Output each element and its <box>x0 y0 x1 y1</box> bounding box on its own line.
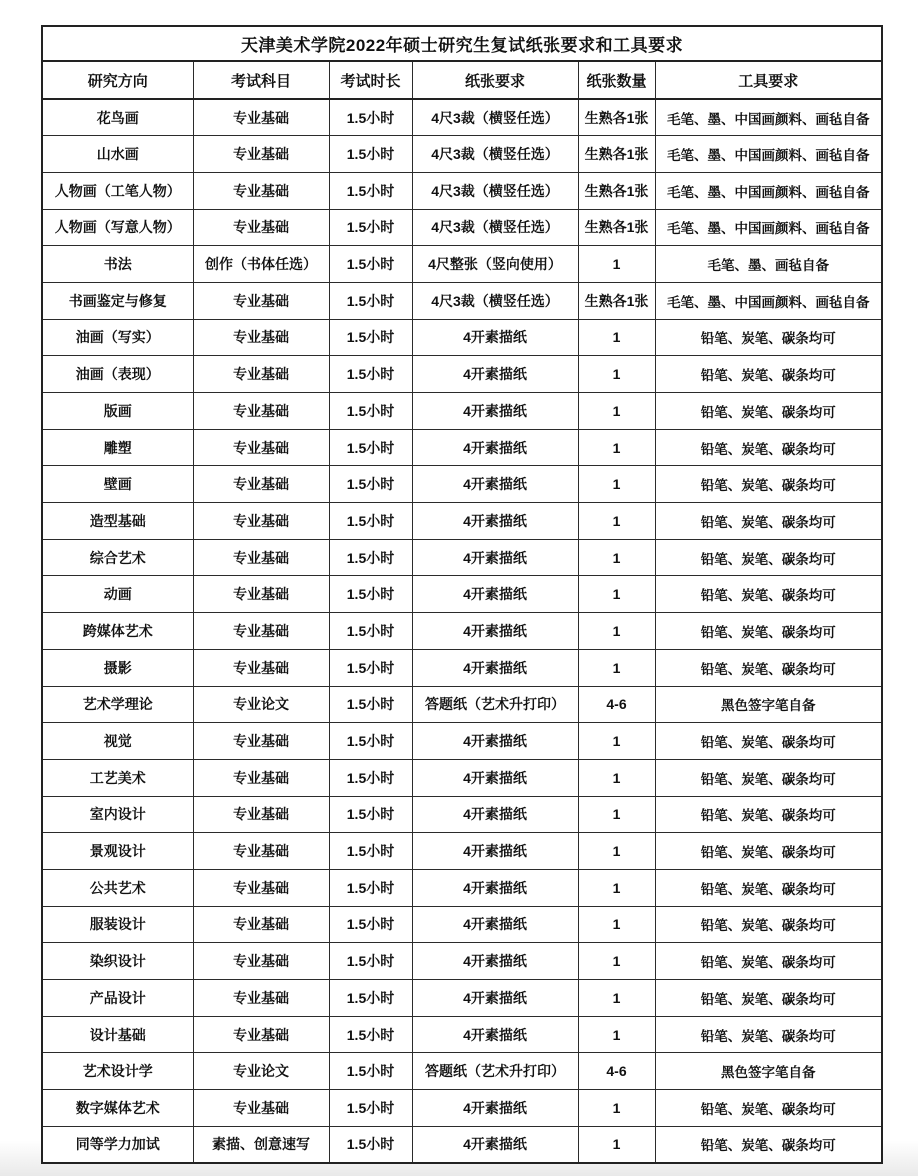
cell-exam-subject: 专业基础 <box>193 723 329 760</box>
cell-tool-requirement: 铅笔、炭笔、碳条均可 <box>655 906 882 943</box>
cell-tool-requirement: 铅笔、炭笔、碳条均可 <box>655 980 882 1017</box>
cell-exam-duration: 1.5小时 <box>329 723 412 760</box>
cell-tool-requirement: 铅笔、炭笔、碳条均可 <box>655 539 882 576</box>
table-row <box>42 686 882 723</box>
cell-paper-requirement: 4开素描纸 <box>412 356 578 393</box>
cell-exam-duration: 1.5小时 <box>329 613 412 650</box>
cell-paper-requirement: 4开素描纸 <box>412 796 578 833</box>
cell-paper-requirement: 4开素描纸 <box>412 833 578 870</box>
cell-paper-quantity: 1 <box>578 246 655 283</box>
cell-paper-requirement: 4开素描纸 <box>412 723 578 760</box>
cell-research-direction: 油画（写实） <box>42 319 193 356</box>
cell-tool-requirement: 铅笔、炭笔、碳条均可 <box>655 1016 882 1053</box>
cell-research-direction: 人物画（工笔人物） <box>42 172 193 209</box>
table-row <box>42 136 882 173</box>
cell-exam-duration: 1.5小时 <box>329 356 412 393</box>
cell-exam-duration: 1.5小时 <box>329 539 412 576</box>
cell-paper-quantity: 1 <box>578 503 655 540</box>
table-row <box>42 613 882 650</box>
cell-exam-duration: 1.5小时 <box>329 576 412 613</box>
cell-paper-requirement: 4开素描纸 <box>412 503 578 540</box>
cell-exam-subject: 专业基础 <box>193 136 329 173</box>
cell-paper-quantity: 1 <box>578 429 655 466</box>
cell-exam-subject: 专业基础 <box>193 943 329 980</box>
cell-exam-duration: 1.5小时 <box>329 429 412 466</box>
cell-paper-requirement: 4开素描纸 <box>412 649 578 686</box>
cell-paper-requirement: 4开素描纸 <box>412 466 578 503</box>
cell-research-direction: 综合艺术 <box>42 539 193 576</box>
table-header-row <box>42 61 882 99</box>
cell-exam-subject: 专业基础 <box>193 1016 329 1053</box>
cell-exam-duration: 1.5小时 <box>329 980 412 1017</box>
cell-paper-requirement: 4开素描纸 <box>412 613 578 650</box>
cell-exam-duration: 1.5小时 <box>329 1090 412 1127</box>
cell-paper-requirement: 4尺整张（竖向使用） <box>412 246 578 283</box>
cell-research-direction: 油画（表现） <box>42 356 193 393</box>
cell-research-direction: 数字媒体艺术 <box>42 1090 193 1127</box>
table-title: 天津美术学院2022年硕士研究生复试纸张要求和工具要求 <box>42 26 882 61</box>
cell-paper-quantity: 1 <box>578 576 655 613</box>
cell-paper-quantity: 生熟各1张 <box>578 282 655 319</box>
cell-research-direction: 造型基础 <box>42 503 193 540</box>
cell-paper-quantity: 1 <box>578 723 655 760</box>
cell-paper-requirement: 4开素描纸 <box>412 429 578 466</box>
table-row <box>42 539 882 576</box>
cell-exam-subject: 专业基础 <box>193 539 329 576</box>
cell-research-direction: 书法 <box>42 246 193 283</box>
table-row <box>42 869 882 906</box>
table-row <box>42 833 882 870</box>
cell-exam-subject: 专业论文 <box>193 686 329 723</box>
column-header-exam-duration: 考试时长 <box>329 61 412 99</box>
cell-tool-requirement: 铅笔、炭笔、碳条均可 <box>655 833 882 870</box>
table-row <box>42 466 882 503</box>
cell-exam-subject: 素描、创意速写 <box>193 1126 329 1163</box>
cell-exam-duration: 1.5小时 <box>329 209 412 246</box>
cell-exam-duration: 1.5小时 <box>329 319 412 356</box>
table-row <box>42 319 882 356</box>
cell-paper-quantity: 生熟各1张 <box>578 209 655 246</box>
column-header-tool-requirement: 工具要求 <box>655 61 882 99</box>
cell-tool-requirement: 铅笔、炭笔、碳条均可 <box>655 429 882 466</box>
cell-paper-quantity: 1 <box>578 980 655 1017</box>
cell-research-direction: 动画 <box>42 576 193 613</box>
cell-research-direction: 景观设计 <box>42 833 193 870</box>
cell-tool-requirement: 铅笔、炭笔、碳条均可 <box>655 723 882 760</box>
cell-paper-requirement: 4开素描纸 <box>412 393 578 430</box>
cell-exam-subject: 专业基础 <box>193 906 329 943</box>
cell-paper-requirement: 4尺3裁（横竖任选） <box>412 172 578 209</box>
cell-research-direction: 书画鉴定与修复 <box>42 282 193 319</box>
cell-tool-requirement: 毛笔、墨、中国画颜料、画毡自备 <box>655 172 882 209</box>
cell-paper-requirement: 4开素描纸 <box>412 943 578 980</box>
table-row <box>42 356 882 393</box>
cell-paper-quantity: 生熟各1张 <box>578 136 655 173</box>
table-row <box>42 723 882 760</box>
cell-paper-requirement: 4尺3裁（横竖任选） <box>412 209 578 246</box>
cell-paper-quantity: 1 <box>578 759 655 796</box>
cell-paper-requirement: 4开素描纸 <box>412 539 578 576</box>
table-row <box>42 503 882 540</box>
cell-research-direction: 山水画 <box>42 136 193 173</box>
cell-exam-subject: 专业基础 <box>193 209 329 246</box>
cell-exam-subject: 专业基础 <box>193 282 329 319</box>
cell-exam-subject: 专业基础 <box>193 649 329 686</box>
table-row <box>42 393 882 430</box>
cell-paper-requirement: 4尺3裁（横竖任选） <box>412 136 578 173</box>
cell-paper-quantity: 1 <box>578 613 655 650</box>
table-row <box>42 980 882 1017</box>
cell-tool-requirement: 铅笔、炭笔、碳条均可 <box>655 613 882 650</box>
cell-tool-requirement: 毛笔、墨、中国画颜料、画毡自备 <box>655 282 882 319</box>
table-body <box>42 26 882 1163</box>
cell-research-direction: 壁画 <box>42 466 193 503</box>
cell-tool-requirement: 铅笔、炭笔、碳条均可 <box>655 1126 882 1163</box>
cell-paper-quantity: 4-6 <box>578 1053 655 1090</box>
cell-research-direction: 服装设计 <box>42 906 193 943</box>
cell-research-direction: 花鸟画 <box>42 99 193 136</box>
cell-tool-requirement: 铅笔、炭笔、碳条均可 <box>655 319 882 356</box>
cell-tool-requirement: 铅笔、炭笔、碳条均可 <box>655 503 882 540</box>
cell-tool-requirement: 黑色签字笔自备 <box>655 1053 882 1090</box>
cell-exam-subject: 专业基础 <box>193 393 329 430</box>
cell-tool-requirement: 毛笔、墨、中国画颜料、画毡自备 <box>655 136 882 173</box>
cell-exam-subject: 专业论文 <box>193 1053 329 1090</box>
cell-research-direction: 工艺美术 <box>42 759 193 796</box>
cell-exam-subject: 专业基础 <box>193 833 329 870</box>
cell-tool-requirement: 铅笔、炭笔、碳条均可 <box>655 649 882 686</box>
table-row <box>42 429 882 466</box>
cell-tool-requirement: 毛笔、墨、中国画颜料、画毡自备 <box>655 209 882 246</box>
cell-paper-quantity: 1 <box>578 1126 655 1163</box>
table-title-row <box>42 26 882 61</box>
table-row <box>42 943 882 980</box>
cell-paper-quantity: 1 <box>578 906 655 943</box>
table-row <box>42 759 882 796</box>
cell-paper-requirement: 4开素描纸 <box>412 869 578 906</box>
cell-exam-duration: 1.5小时 <box>329 649 412 686</box>
table-row <box>42 649 882 686</box>
table-row <box>42 1126 882 1163</box>
cell-paper-quantity: 1 <box>578 1016 655 1053</box>
cell-paper-requirement: 4开素描纸 <box>412 1126 578 1163</box>
cell-research-direction: 艺术学理论 <box>42 686 193 723</box>
cell-tool-requirement: 黑色签字笔自备 <box>655 686 882 723</box>
cell-paper-quantity: 1 <box>578 649 655 686</box>
cell-exam-subject: 专业基础 <box>193 503 329 540</box>
cell-exam-subject: 专业基础 <box>193 429 329 466</box>
cell-exam-duration: 1.5小时 <box>329 172 412 209</box>
cell-research-direction: 产品设计 <box>42 980 193 1017</box>
cell-research-direction: 同等学力加试 <box>42 1126 193 1163</box>
cell-exam-subject: 专业基础 <box>193 759 329 796</box>
cell-tool-requirement: 毛笔、墨、中国画颜料、画毡自备 <box>655 99 882 136</box>
cell-paper-quantity: 生熟各1张 <box>578 172 655 209</box>
cell-exam-duration: 1.5小时 <box>329 1016 412 1053</box>
cell-tool-requirement: 铅笔、炭笔、碳条均可 <box>655 466 882 503</box>
cell-exam-duration: 1.5小时 <box>329 282 412 319</box>
cell-exam-duration: 1.5小时 <box>329 246 412 283</box>
cell-exam-duration: 1.5小时 <box>329 686 412 723</box>
table-row <box>42 1090 882 1127</box>
cell-tool-requirement: 铅笔、炭笔、碳条均可 <box>655 393 882 430</box>
cell-tool-requirement: 铅笔、炭笔、碳条均可 <box>655 576 882 613</box>
cell-exam-subject: 专业基础 <box>193 576 329 613</box>
cell-tool-requirement: 铅笔、炭笔、碳条均可 <box>655 869 882 906</box>
cell-paper-requirement: 4开素描纸 <box>412 1090 578 1127</box>
cell-exam-duration: 1.5小时 <box>329 136 412 173</box>
cell-paper-quantity: 1 <box>578 869 655 906</box>
cell-exam-subject: 专业基础 <box>193 796 329 833</box>
cell-exam-duration: 1.5小时 <box>329 1053 412 1090</box>
cell-paper-quantity: 1 <box>578 796 655 833</box>
cell-exam-duration: 1.5小时 <box>329 759 412 796</box>
column-header-research-direction: 研究方向 <box>42 61 193 99</box>
cell-exam-duration: 1.5小时 <box>329 393 412 430</box>
cell-paper-quantity: 1 <box>578 1090 655 1127</box>
cell-tool-requirement: 铅笔、炭笔、碳条均可 <box>655 1090 882 1127</box>
table-row <box>42 282 882 319</box>
column-header-paper-quantity: 纸张数量 <box>578 61 655 99</box>
cell-paper-requirement: 4开素描纸 <box>412 319 578 356</box>
cell-exam-duration: 1.5小时 <box>329 943 412 980</box>
cell-exam-subject: 专业基础 <box>193 1090 329 1127</box>
cell-research-direction: 视觉 <box>42 723 193 760</box>
cell-research-direction: 公共艺术 <box>42 869 193 906</box>
cell-paper-quantity: 1 <box>578 393 655 430</box>
cell-exam-subject: 专业基础 <box>193 99 329 136</box>
cell-paper-requirement: 答题纸（艺术升打印） <box>412 686 578 723</box>
cell-tool-requirement: 铅笔、炭笔、碳条均可 <box>655 759 882 796</box>
cell-exam-subject: 专业基础 <box>193 319 329 356</box>
cell-tool-requirement: 铅笔、炭笔、碳条均可 <box>655 943 882 980</box>
table-row <box>42 246 882 283</box>
table-row <box>42 209 882 246</box>
cell-paper-requirement: 4尺3裁（横竖任选） <box>412 99 578 136</box>
column-header-exam-subject: 考试科目 <box>193 61 329 99</box>
cell-exam-subject: 专业基础 <box>193 356 329 393</box>
cell-exam-duration: 1.5小时 <box>329 503 412 540</box>
table-row <box>42 1053 882 1090</box>
cell-paper-requirement: 4开素描纸 <box>412 906 578 943</box>
cell-exam-duration: 1.5小时 <box>329 796 412 833</box>
table-row <box>42 172 882 209</box>
cell-research-direction: 室内设计 <box>42 796 193 833</box>
cell-exam-duration: 1.5小时 <box>329 99 412 136</box>
cell-paper-requirement: 4开素描纸 <box>412 576 578 613</box>
cell-exam-subject: 专业基础 <box>193 172 329 209</box>
cell-paper-quantity: 生熟各1张 <box>578 99 655 136</box>
cell-paper-quantity: 1 <box>578 943 655 980</box>
table-row <box>42 99 882 136</box>
cell-paper-requirement: 4开素描纸 <box>412 980 578 1017</box>
cell-paper-quantity: 1 <box>578 466 655 503</box>
cell-tool-requirement: 铅笔、炭笔、碳条均可 <box>655 796 882 833</box>
cell-exam-duration: 1.5小时 <box>329 869 412 906</box>
cell-tool-requirement: 毛笔、墨、画毡自备 <box>655 246 882 283</box>
cell-exam-duration: 1.5小时 <box>329 906 412 943</box>
table-row <box>42 906 882 943</box>
cell-paper-quantity: 1 <box>578 539 655 576</box>
cell-paper-requirement: 4开素描纸 <box>412 1016 578 1053</box>
cell-exam-duration: 1.5小时 <box>329 466 412 503</box>
cell-exam-subject: 专业基础 <box>193 613 329 650</box>
cell-exam-duration: 1.5小时 <box>329 1126 412 1163</box>
exam-requirements-table <box>41 25 883 1164</box>
cell-exam-subject: 专业基础 <box>193 980 329 1017</box>
cell-research-direction: 版画 <box>42 393 193 430</box>
cell-paper-quantity: 1 <box>578 319 655 356</box>
cell-exam-subject: 创作（书体任选） <box>193 246 329 283</box>
cell-paper-quantity: 4-6 <box>578 686 655 723</box>
cell-research-direction: 雕塑 <box>42 429 193 466</box>
cell-paper-requirement: 答题纸（艺术升打印） <box>412 1053 578 1090</box>
cell-exam-subject: 专业基础 <box>193 869 329 906</box>
table-row <box>42 1016 882 1053</box>
table-row <box>42 576 882 613</box>
cell-exam-duration: 1.5小时 <box>329 833 412 870</box>
cell-research-direction: 染织设计 <box>42 943 193 980</box>
cell-paper-requirement: 4尺3裁（横竖任选） <box>412 282 578 319</box>
cell-research-direction: 设计基础 <box>42 1016 193 1053</box>
table-row <box>42 796 882 833</box>
cell-research-direction: 跨媒体艺术 <box>42 613 193 650</box>
cell-research-direction: 艺术设计学 <box>42 1053 193 1090</box>
cell-paper-requirement: 4开素描纸 <box>412 759 578 796</box>
cell-paper-quantity: 1 <box>578 356 655 393</box>
cell-research-direction: 人物画（写意人物） <box>42 209 193 246</box>
cell-exam-subject: 专业基础 <box>193 466 329 503</box>
cell-paper-quantity: 1 <box>578 833 655 870</box>
cell-tool-requirement: 铅笔、炭笔、碳条均可 <box>655 356 882 393</box>
column-header-paper-requirement: 纸张要求 <box>412 61 578 99</box>
cell-research-direction: 摄影 <box>42 649 193 686</box>
